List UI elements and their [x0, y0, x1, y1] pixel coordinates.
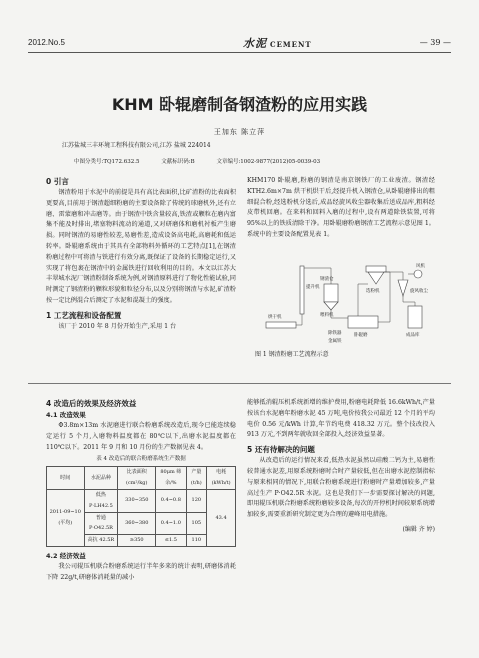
- table-cell-period: 2011-09~10 (平均): [47, 489, 85, 546]
- table-cell: 低热 P·LH42.5: [84, 489, 118, 512]
- table-caption: 表 4 改造后的联合粉磨系统生产数据: [96, 456, 186, 463]
- product-silo-shape: [408, 306, 422, 328]
- table-cell: 110: [186, 535, 207, 547]
- label-product: 成品库: [406, 333, 420, 338]
- process-paragraph-continued: KHM170 卧辊磨,粉磨的钢渣是南京钢铁厂的工业废渣。钢渣经 KTH2.6m×7m 烘干机烘干后,经提升机入钢渣仓,从卧辊磨排出的粗细混合粉,经选粉机分选后,成品经旋风收尘器收集后送成品库,粗料经皮带机回磨。在来料和回料入磨的过程中,设有两道除铁装置,可将 95%以上的铁质清除干净。用卧辊磨粉磨钢渣工艺流程示意见图 1。系统中的主要设备配置见表 1。: [247, 177, 435, 238]
- right-column-top: [247, 176, 435, 241]
- page-number: — 39 —: [419, 38, 451, 47]
- table-cell: 普通 P·O42.5R: [84, 512, 118, 535]
- label-dryer: 烘干机: [268, 315, 282, 320]
- table-cell: ≥350: [118, 535, 156, 547]
- label-fe1: 除铁器: [328, 331, 342, 336]
- flow-line-4: [378, 272, 390, 322]
- fan-shape: [414, 270, 422, 278]
- section42-heading: 4.2 经济效益: [46, 551, 86, 560]
- table-cell: 120: [186, 489, 207, 512]
- editor-note: (编辑 齐 婷): [402, 525, 435, 533]
- separator-shape: [368, 272, 384, 284]
- section41-paragraph: Φ3.8m×13m 水泥磨进行联合粉磨系统改造后,现今已能连续稳定运行 5 个月,入磨物料温度都在 80℃以下,出磨水泥温度都在 110℃以下。2011 年 9 月和 10 月份的生产数据见表 4。: [46, 422, 236, 451]
- table-header-cell: 水泥品种: [84, 467, 118, 490]
- journal-name: [243, 35, 312, 51]
- section5-paragraph: 从改造后的运行情况来看,低热水泥虽然以硅酸二钙为主,易磨性较普通水泥差,用原系统粉磨时合时产量较低,但在出磨水泥控制指标与原来相同的情况下,用联合粉磨系统进行粉磨时产量增加较多,产量高过生产 P·O42.5R 水泥。这也是我们下一步需要探讨解决的问题,即用辊压机联合粉磨系统粉磨较多设备,每次的开停机时间较原系统增加较多,需要重新研究制定更为合理的避峰用电措施。: [247, 457, 435, 519]
- silo-cone-shape: [324, 302, 338, 310]
- left-column-top: [46, 176, 236, 333]
- section42-paragraph: 我公司辊压机联合粉磨系统运行半年多来的统计表明,研磨体消耗下降 22g/t,研磨体消耗量的减小: [46, 562, 236, 581]
- left-column-bottom: [46, 398, 236, 584]
- flow-line-6: [403, 296, 415, 306]
- label-collector: 旋风收尘: [410, 289, 428, 294]
- flow-line-5: [384, 272, 403, 280]
- mill-shape: [348, 316, 378, 328]
- production-data-table: [46, 466, 236, 547]
- table-cell: 高抗 42.5R: [84, 535, 118, 547]
- intro-heading: 0 引言: [46, 177, 69, 186]
- clc-number: 中图分类号:TQ172.632.5: [74, 159, 140, 165]
- table-cell: 330~350: [118, 489, 156, 512]
- figure-caption: 图 1 钢渣粉磨工艺流程示意: [255, 351, 329, 358]
- section-divider: [28, 383, 451, 384]
- silo-shape: [324, 284, 338, 302]
- label-fe2: 金属铁: [328, 339, 342, 344]
- table-cell-power: 43.4: [207, 489, 236, 546]
- table-header-cell: 时间: [47, 467, 85, 490]
- flow-line-1: [296, 314, 302, 325]
- table-header-cell: 电耗 (kWh/t): [207, 467, 236, 490]
- table-header-cell: 产量 (t/h): [186, 467, 207, 490]
- separator-top-shape: [366, 266, 386, 272]
- label-silo: 钢渣仓: [320, 277, 334, 282]
- journal-name-en: CEMENT: [270, 40, 312, 49]
- right-column-bottom: [247, 398, 435, 535]
- table-cell: 0.4~1.0: [156, 512, 186, 535]
- running-header: [28, 38, 451, 53]
- table-cell: 0.4~0.8: [156, 489, 186, 512]
- article-number: 文章编号:1002-9877(2012)05-0039-03: [216, 159, 321, 165]
- process-paragraph: 该厂于 2010 年 8 月份开始生产,采用 1 台: [58, 322, 177, 330]
- process-flow-diagram: [258, 262, 438, 346]
- label-separator: 选粉机: [366, 289, 380, 294]
- label-hoist: 提升机: [306, 285, 320, 290]
- issue-number: 2012.No.5: [28, 38, 65, 47]
- table-cell: 105: [186, 512, 207, 535]
- table-header-cell: 80μm 筛余/%: [156, 467, 186, 490]
- table-header-cell: 比表面积 (cm²/kg): [118, 467, 156, 490]
- label-mill: 卧辊磨: [354, 333, 368, 338]
- process-heading: 1 工艺流程和设备配置: [46, 310, 122, 320]
- table-row: [47, 489, 236, 512]
- economic-paragraph-continued: 能够抵消辊压机系统新增的维护费用,粉磨电耗降低 16.6kWh/t,产量按该台水泥磨年粉磨水泥 45 万吨,电价按我公司最近 12 个月的平均电价 0.56 元/kWh 计算,年节约电费 418.32 万元。整个技改投入 913 万元,不到两年就收回全部投入,经济效益显著。: [247, 399, 435, 439]
- article-affiliation: 江苏盐城三丰环境工程科技有限公司,江苏 盐城 224014: [62, 142, 211, 149]
- table-header-row: [47, 467, 236, 490]
- table-cell: ≤1.5: [156, 535, 186, 547]
- dryer-shape: [266, 322, 296, 328]
- section4-heading: 4 改造后的效果及经济效益: [46, 399, 137, 408]
- cyclone-shape: [398, 280, 408, 296]
- intro-paragraph: 钢渣粉用于水泥中的前提是具有高比表面积,比矿渣粉的比表面积更要高,目前用于钢渣超细粉磨的主要设备除了传统的球磨机外,还有立磨、雷蒙磨和冲击磨等。由于钢渣中铁含量较高,铁渣或颗粒在磨内富集不能及时排出,堵塞物料流动的通道,又对研磨体和磨机衬板产生磨损。同时钢渣的易磨性较差,易磨性差,造成设备高电耗,高磨耗和低运转率。卧辊磨系统由于其具有全部物料外循环的工艺特点[1],在钢渣粉磨过程中可将渣与铁进行有效分离,既保证了设备的长期稳定运行,又实现了将包裹在钢渣中的金属铁进行回收利用的目的。本文以江苏大丰翠城水泥厂钢渣粉制备系统为例,对钢渣原料进行了物化性能试验,同时测定了钢渣粉的颗粒形貌和粒径分布,以及分别将钢渣与水泥,矿渣粉按一定比例混合后测定了水泥和混凝土的强度。: [46, 189, 236, 304]
- article-metadata: [74, 157, 340, 165]
- label-fan: 风机: [416, 264, 425, 269]
- label-feeder: 喂料机: [320, 313, 334, 318]
- article-title: KHM 卧辊磨制备钢渣粉的应用实践: [111, 95, 368, 114]
- journal-name-cn: 水泥: [243, 37, 267, 50]
- section5-heading: 5 还有待解决的问题: [247, 445, 315, 455]
- flow-line-3: [331, 310, 348, 318]
- hoist-shape: [300, 266, 304, 314]
- document-code: 文献标识码:B: [161, 159, 195, 165]
- article-authors: 王加东 陈立萍: [213, 128, 266, 136]
- section41-heading: 4.1 改造效果: [46, 411, 86, 419]
- table-cell: 360~380: [118, 512, 156, 535]
